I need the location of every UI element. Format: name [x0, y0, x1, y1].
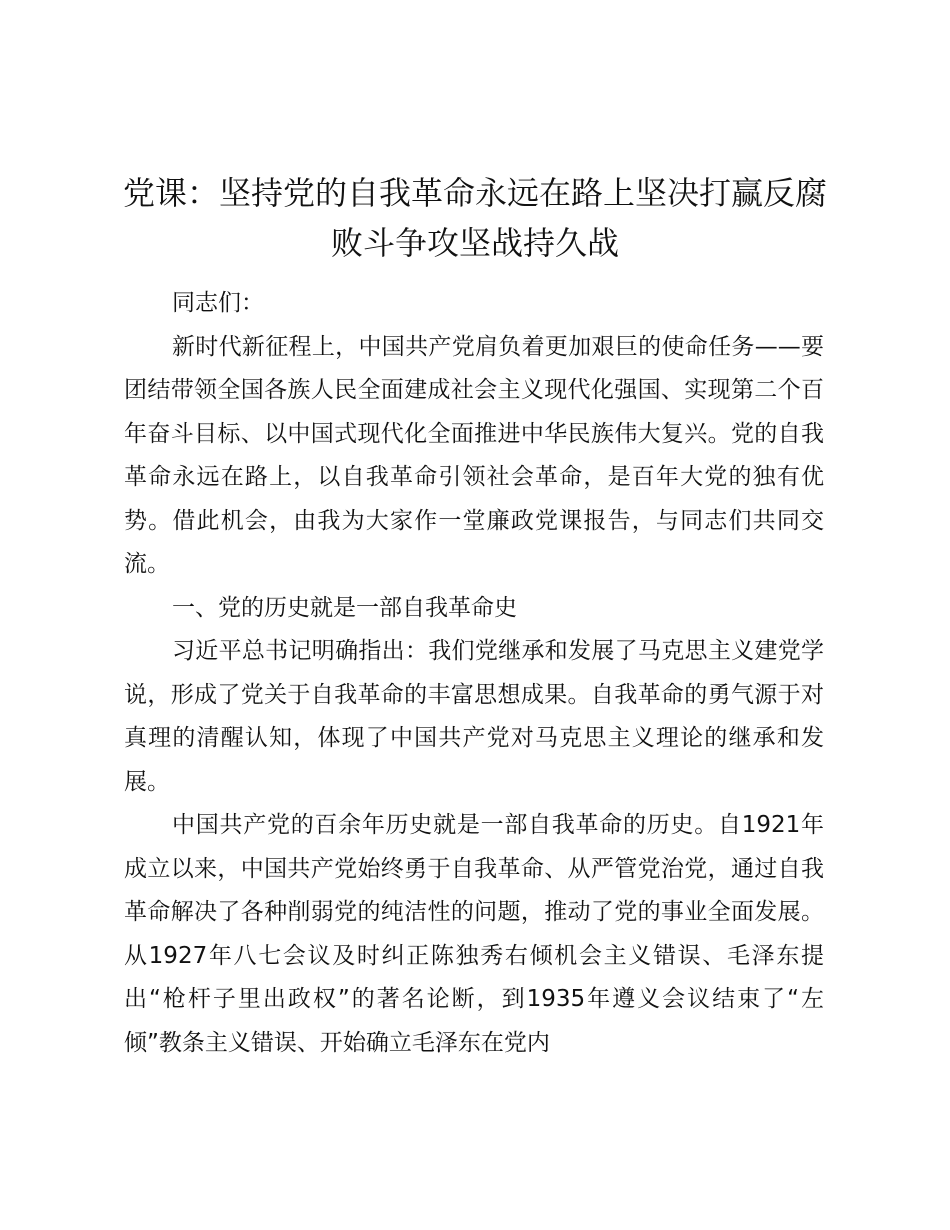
intro-paragraph: 新时代新征程上，中国共产党肩负着更加艰巨的使命任务——要团结带领全国各族人民全面建成社会主义现代化强国、实现第二个百年奋斗目标、以中国式现代化全面推进中华民族伟大复兴。党的自我革命永远在路上，以自我革命引领社会革命，是百年大党的独有优势。借此机会，由我为大家作一堂廉政党课报告，与同志们共同交流。	[124, 333, 824, 577]
section-heading: 一、党的历史就是一部自我革命史	[172, 594, 517, 621]
document-title: 党课：坚持党的自我革命永远在路上坚决打赢反腐败斗争攻坚战持久战	[122, 174, 827, 262]
salutation-paragraph: 同志们：	[172, 290, 264, 316]
body-paragraph: 习近平总书记明确指出：我们党继承和发展了马克思主义建党学说，形成了党关于自我革命的丰富思想成果。自我革命的勇气源于对真理的清醒认知，体现了中国共产党对马克思主义理论的继承和发展。	[124, 638, 824, 795]
body-paragraph: 中国共产党的百余年历史就是一部自我革命的历史。自1921年成立以来，中国共产党始终勇于自我革命、从严管党治党，通过自我革命解决了各种削弱党的纯洁性的问题，推动了党的事业全面发展。从1927年八七会议及时纠正陈独秀右倾机会主义错误、毛泽东提出“枪杆子里出政权”的著名论断，到1935年遵义会议结束了“左倾”教条主义错误、开始确立毛泽东在党内	[124, 812, 824, 1056]
document-body	[124, 282, 824, 1065]
